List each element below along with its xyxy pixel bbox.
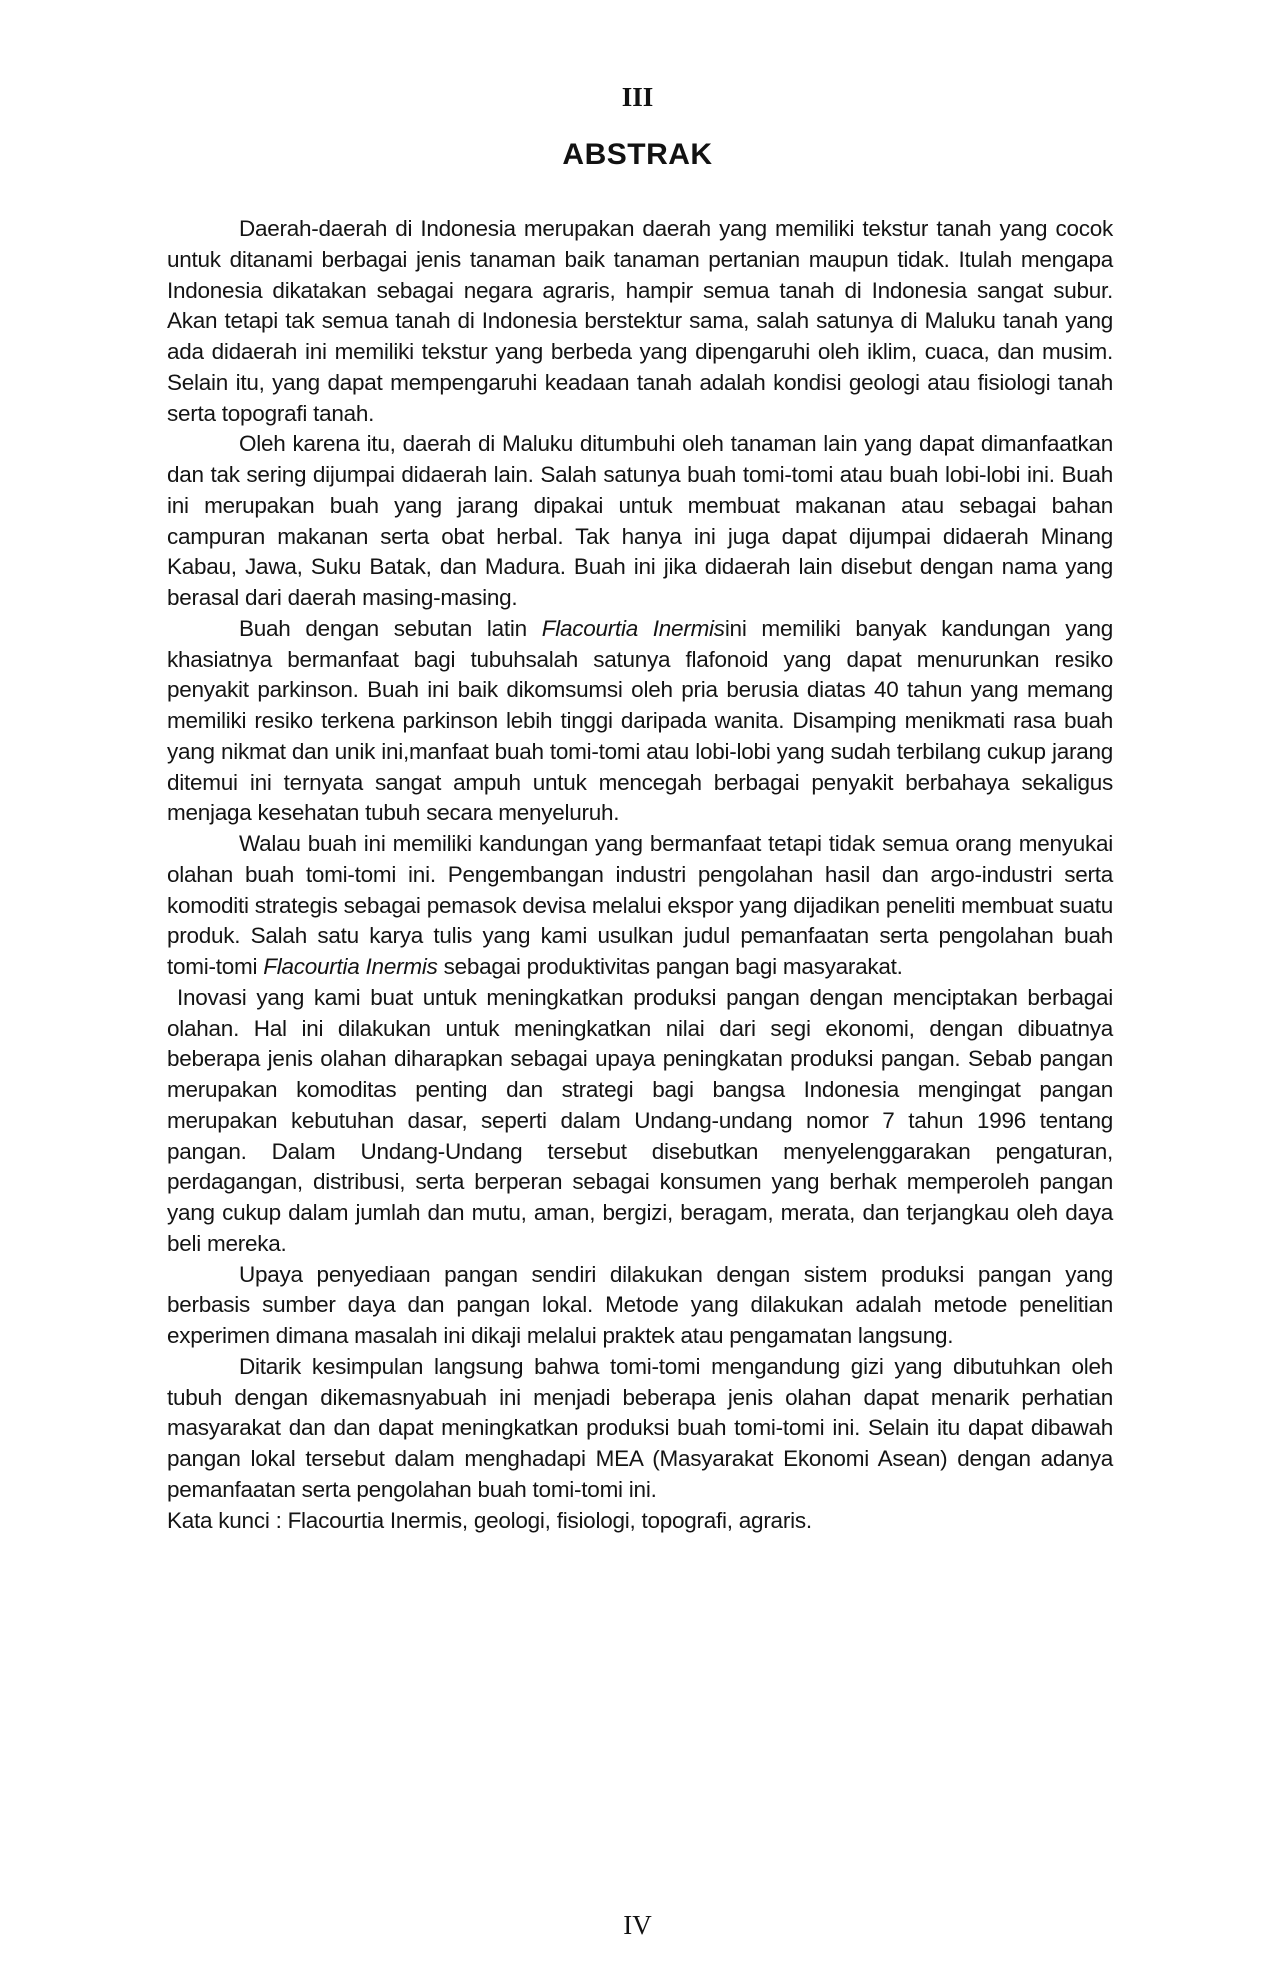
text-run: Daerah-daerah di Indonesia merupakan daerah yang memiliki tekstur tanah yang cocok untuk ditanami berbagai jenis tanaman baik tanaman pertanian maupun tidak. Itulah mengapa Indonesia dikatakan sebagai negara agraris, hampir semua tanah di Indonesia sangat subur. Akan tetapi tak semua tanah di Indonesia berstektur sama, salah satunya di Maluku tanah yang ada didaerah ini memiliki tekstur yang berbeda yang dipengaruhi oleh iklim, cuaca, dan musim. Selain itu, yang dapat mempengaruhi keadaan tanah adalah kondisi geologi atau fisiologi tanah serta topografi tanah.	[167, 216, 1113, 426]
text-run: Buah dengan sebutan latin	[239, 615, 542, 641]
page-number-top: III	[621, 82, 654, 112]
text-run: ini memiliki banyak kandungan yang khasiatnya bermanfaat bagi tubuhsalah satunya flafonoid yang dapat menurunkan resiko penyakit parkinson. Buah ini baik dikomsumsi oleh pria berusia diatas 40 tahun yang memang memiliki resiko terkena parkinson lebih tinggi daripada wanita. Disamping menikmati rasa buah yang nikmat dan unik ini,manfaat buah tomi-tomi atau lobi-lobi yang sudah terbilang cukup jarang ditemui ini ternyata sangat ampuh untuk mencegah berbagai penyakit berbahaya sekaligus menjaga kesehatan tubuh secara menyeluruh.	[167, 615, 1113, 826]
keywords-line	[167, 1506, 1113, 1537]
text-run: sebagai produktivitas pangan bagi masyarakat.	[437, 954, 903, 979]
latin-species-name: Flacourtia Inermis	[541, 615, 725, 641]
paragraph-4	[167, 829, 1113, 983]
text-run: Inovasi yang kami buat untuk meningkatkan produksi pangan dengan menciptakan berbagai olahan. Hal ini dilakukan untuk meningkatkan nilai dari segi ekonomi, dengan dibuatnya beberapa jenis olahan diharapkan sebagai upaya peningkatan produksi pangan. Sebab pangan merupakan komoditas penting dan strategi bagi bangsa Indonesia mengingat pangan merupakan kebutuhan dasar, seperti dalam Undang-undang nomor 7 tahun 1996 tentang pangan. Dalam Undang-Undang tersebut disebutkan menyelenggarakan pengaturan, perdagangan, distribusi, serta berperan sebagai konsumen yang berhak memperoleh pangan yang cukup dalam jumlah dan mutu, aman, bergizi, beragam, merata, dan terjangkau oleh daya beli mereka.	[167, 984, 1113, 1256]
text-run: Kata kunci : Flacourtia Inermis, geologi, fisiologi, topografi, agraris.	[167, 1507, 812, 1533]
text-run: Upaya penyediaan pangan sendiri dilakukan dengan sistem produksi pangan yang berbasis sumber daya dan pangan lokal. Metode yang dilakukan adalah metode penelitian experimen dimana masalah ini dikaji melalui praktek atau pengamatan langsung.	[167, 1261, 1113, 1348]
text-run: Oleh karena itu, daerah di Maluku ditumbuhi oleh tanaman lain yang dapat dimanfaatkan dan tak sering dijumpai didaerah lain. Salah satunya buah tomi-tomi atau buah lobi-lobi ini. Buah ini merupakan buah yang jarang dipakai untuk membuat makanan atau sebagai bahan campuran makanan serta obat herbal. Tak hanya ini juga dapat dijumpai didaerah Minang Kabau, Jawa, Suku Batak, dan Madura. Buah ini jika didaerah lain disebut dengan nama yang berasal dari daerah masing-masing.	[167, 431, 1113, 610]
text-run: Walau buah ini memiliki kandungan yang bermanfaat tetapi tidak semua orang menyukai olahan buah tomi-tomi ini. Pengembangan industri pengolahan hasil dan argo-industri serta komoditi strategis sebagai pemasok devisa melalui ekspor yang dijadikan peneliti membuat suatu produk. Salah satu karya tulis yang kami usulkan judul pemanfaatan serta pengolahan buah tomi-tomi	[167, 831, 1113, 979]
latin-species-name: Flacourtia Inermis	[263, 954, 438, 979]
page-number-bottom: IV	[623, 1910, 652, 1940]
paragraph-2	[167, 429, 1113, 614]
paragraph-6	[167, 1260, 1113, 1352]
page-title: ABSTRAK	[562, 138, 713, 171]
abstract-body	[167, 214, 1113, 1536]
paragraph-3	[167, 614, 1113, 829]
paragraph-7	[167, 1352, 1113, 1506]
paragraph-5	[167, 983, 1113, 1260]
text-run: Ditarik kesimpulan langsung bahwa tomi-tomi mengandung gizi yang dibutuhkan oleh tubuh dengan dikemasnyabuah ini menjadi beberapa jenis olahan dapat menarik perhatian masyarakat dan dan dapat meningkatkan produksi buah tomi-tomi ini. Selain itu dapat dibawah pangan lokal tersebut dalam menghadapi MEA (Masyarakat Ekonomi Asean) dengan adanya pemanfaatan serta pengolahan buah tomi-tomi ini.	[167, 1353, 1113, 1502]
paragraph-1	[167, 214, 1113, 429]
